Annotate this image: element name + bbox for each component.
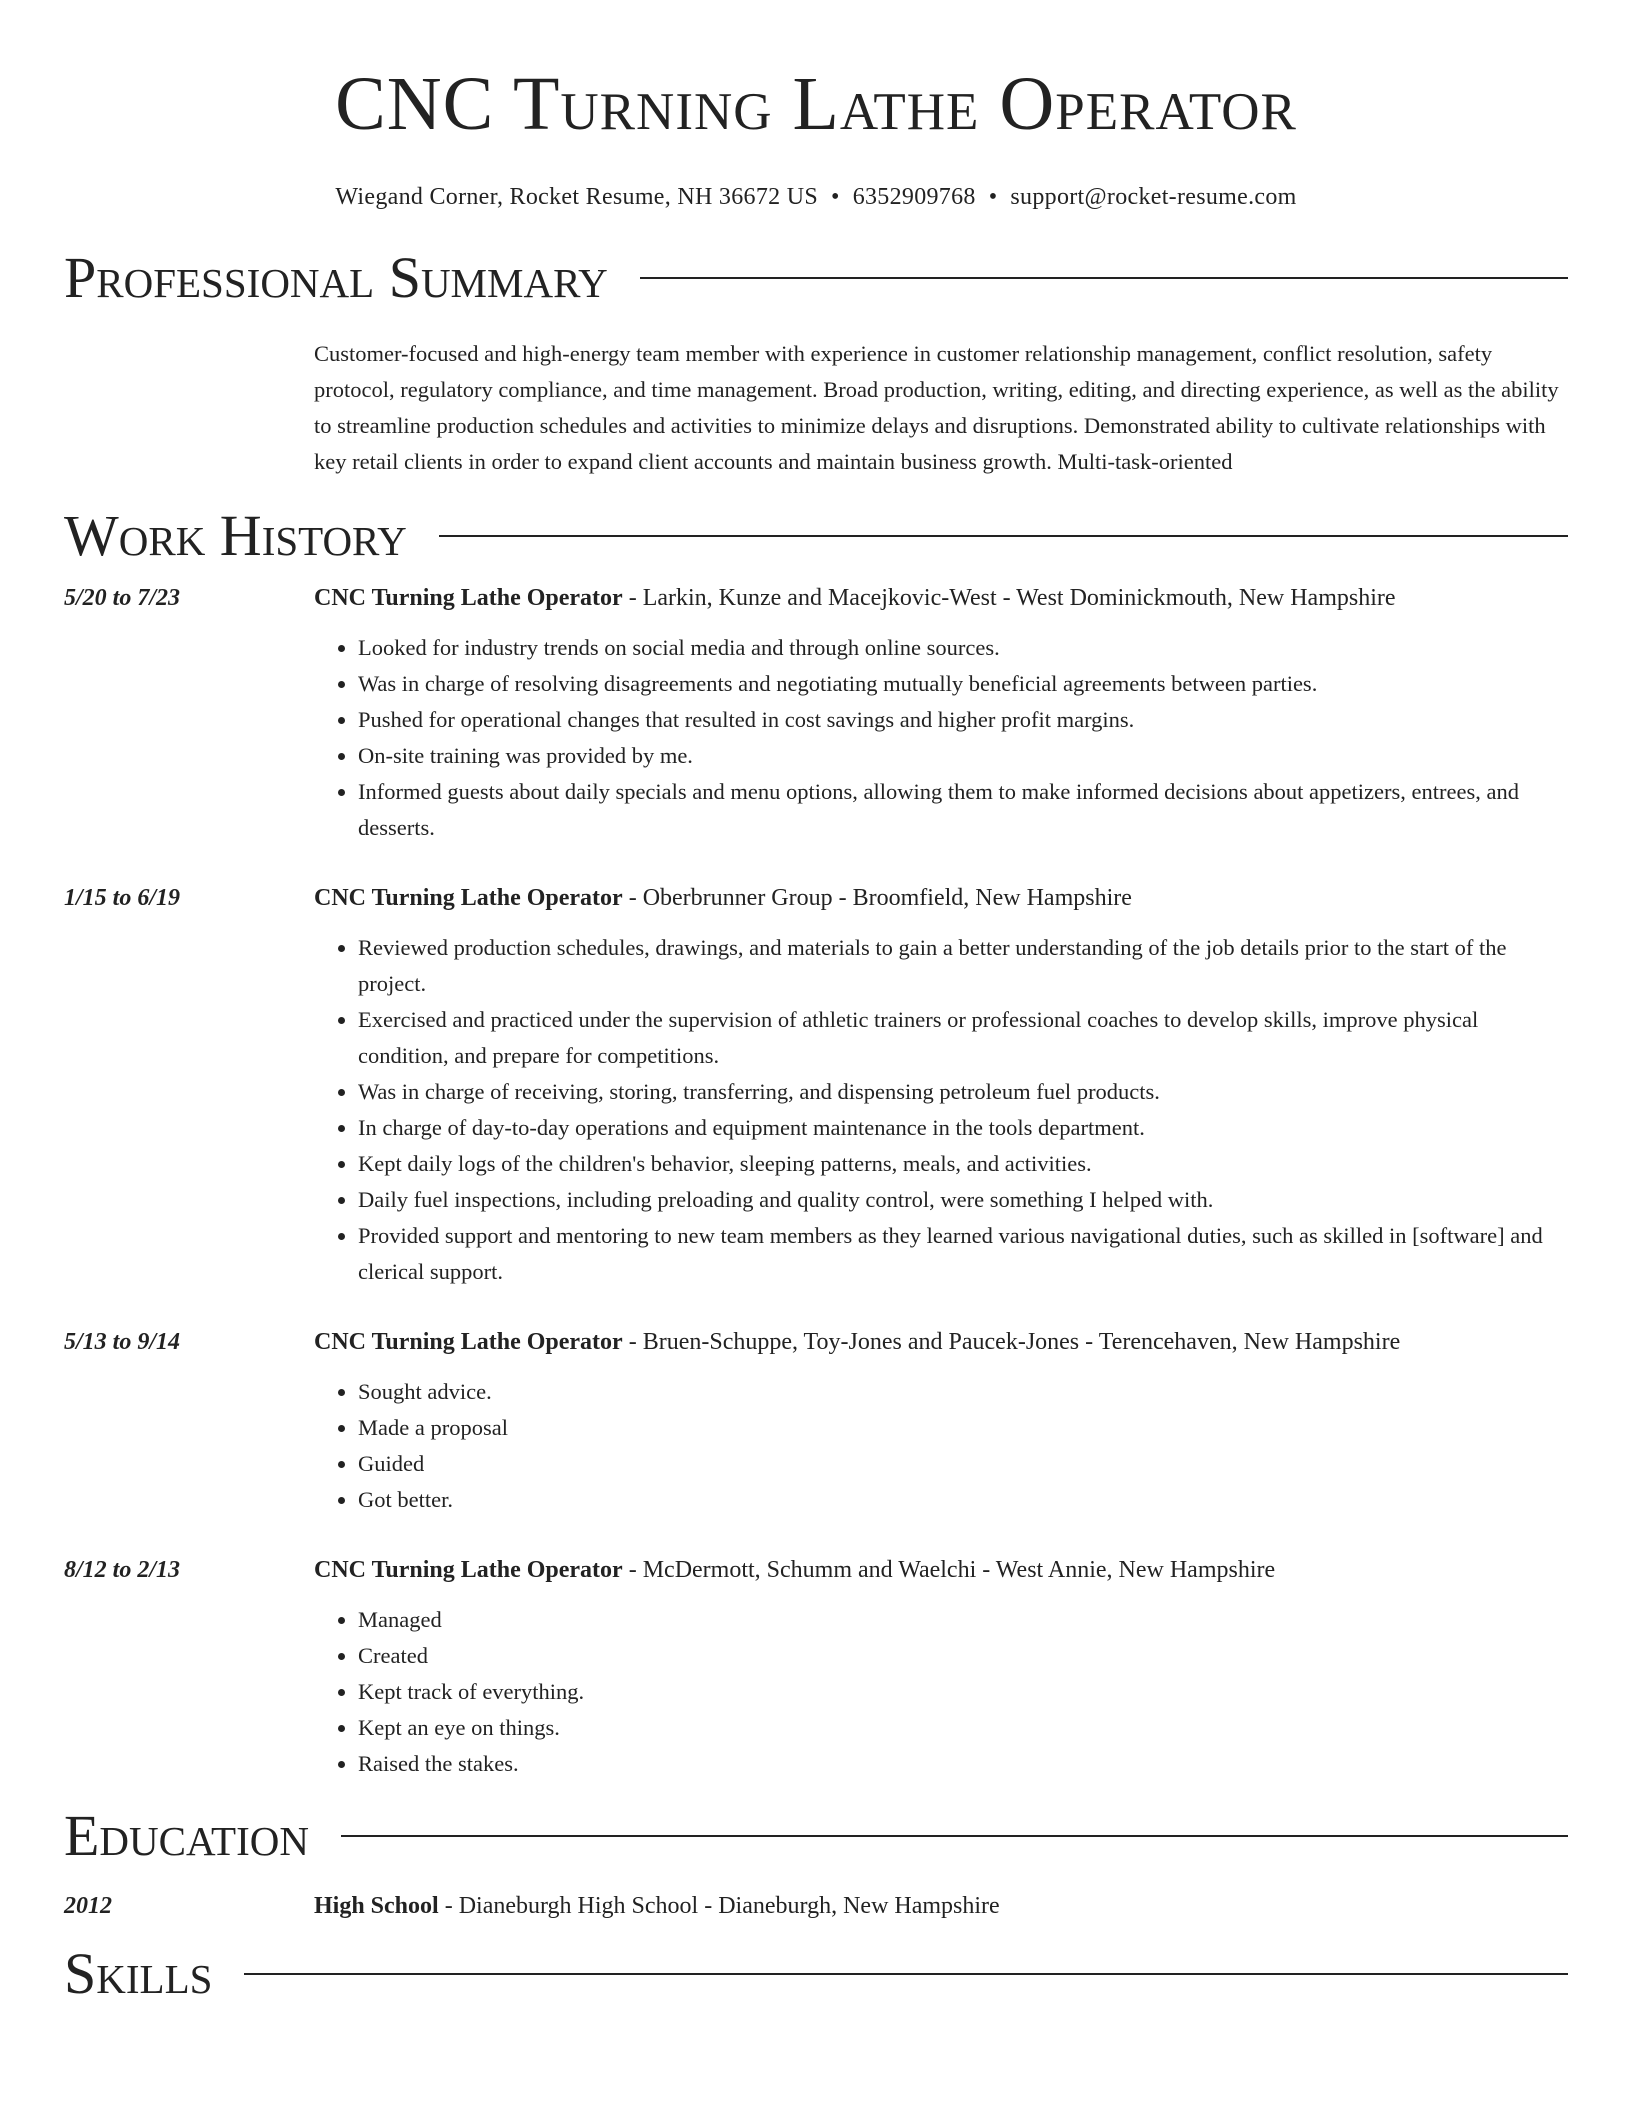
job-bullet: • Created (358, 1638, 1568, 1674)
section-divider (439, 535, 1568, 537)
contact-address: Wiegand Corner, Rocket Resume, NH 36672 US (335, 184, 818, 210)
job-entry (64, 880, 1568, 1290)
job-employer-location: - Larkin, Kunze and Macejkovic-West - West Dominickmouth, New Hampshire (622, 585, 1396, 611)
job-bullet: • Made a proposal (358, 1410, 1568, 1446)
job-bullet: • On-site training was provided by me. (358, 738, 1568, 774)
education-school-location: - Dianeburgh High School - Dianeburgh, New Hampshire (438, 1893, 1000, 1919)
section-divider (640, 277, 1568, 279)
job-heading (314, 880, 1568, 916)
job-bullet: • Sought advice. (358, 1374, 1568, 1410)
job-employer-location: - Bruen-Schuppe, Toy-Jones and Paucek-Jones - Terencehaven, New Hampshire (622, 1329, 1401, 1355)
education-entry (64, 1888, 1568, 1924)
job-bullet: • Managed (358, 1602, 1568, 1638)
job-title: CNC Turning Lathe Operator (314, 1329, 623, 1355)
contact-separator: • (988, 184, 998, 210)
job-entry (64, 580, 1568, 846)
job-title: CNC Turning Lathe Operator (314, 885, 623, 911)
job-employer-location: - McDermott, Schumm and Waelchi - West Annie, New Hampshire (622, 1557, 1276, 1583)
contact-phone: 6352909768 (852, 184, 976, 210)
job-entry (64, 1324, 1568, 1518)
skills-heading: Skills (64, 1941, 213, 2006)
job-employer-location: - Oberbrunner Group - Broomfield, New Hampshire (622, 885, 1132, 911)
job-title: CNC Turning Lathe Operator (314, 1557, 623, 1583)
education-heading: Education (64, 1803, 309, 1868)
contact-separator: • (831, 184, 840, 210)
job-bullet: • Was in charge of receiving, storing, transferring, and dispensing petroleum fuel products. (358, 1074, 1568, 1110)
job-bullet: • Kept an eye on things. (358, 1710, 1568, 1746)
job-bullet: • Looked for industry trends on social media and through online sources. (358, 630, 1568, 666)
section-divider (341, 1835, 1568, 1837)
job-bullet: • Kept track of everything. (358, 1674, 1568, 1710)
job-bullet: • Informed guests about daily specials and menu options, allowing them to make informed decisions about appetizers, entrees, and desserts. (358, 774, 1568, 846)
resume-name: CNC Turning Lathe Operator (335, 62, 1297, 146)
job-dates: 5/20 to 7/23 (64, 585, 181, 611)
job-bullets (314, 630, 1568, 846)
section-divider (244, 1973, 1568, 1975)
skills-section-header (64, 1942, 1568, 2006)
contact-line (64, 182, 1568, 212)
summary-heading: Professional Summary (64, 245, 608, 310)
job-dates: 1/15 to 6/19 (64, 885, 181, 911)
job-entry (64, 1552, 1568, 1782)
job-bullet: • Got better. (358, 1482, 1568, 1518)
job-bullet: • Guided (358, 1446, 1568, 1482)
job-bullet: • Daily fuel inspections, including preloading and quality control, were something I helped with. (358, 1182, 1568, 1218)
education-degree: High School (314, 1893, 439, 1919)
job-body (314, 580, 1568, 846)
job-bullet: • In charge of day-to-day operations and equipment maintenance in the tools department. (358, 1110, 1568, 1146)
job-bullet: • Kept daily logs of the children's behavior, sleeping patterns, meals, and activities. (358, 1146, 1568, 1182)
contact-email: support@rocket-resume.com (1010, 184, 1297, 210)
education-year: 2012 (64, 1893, 112, 1919)
job-bullet: • Pushed for operational changes that resulted in cost savings and higher profit margins. (358, 702, 1568, 738)
job-bullets (314, 1602, 1568, 1782)
job-body (314, 880, 1568, 1290)
education-heading-line (314, 1888, 1568, 1924)
job-dates: 8/12 to 2/13 (64, 1557, 181, 1583)
summary-section-header (64, 246, 1568, 310)
job-bullet: • Was in charge of resolving disagreements and negotiating mutually beneficial agreements between parties. (358, 666, 1568, 702)
job-bullets (314, 1374, 1568, 1518)
job-body (314, 1324, 1568, 1518)
job-heading (314, 1324, 1568, 1360)
education-body (314, 1888, 1568, 1924)
job-bullet: • Raised the stakes. (358, 1746, 1568, 1782)
job-heading (314, 1552, 1568, 1588)
summary-text: Customer-focused and high-energy team member with experience in customer relationship management, conflict resolution, safety protocol, regulatory compliance, and time management. Broad production, writing, editing, and directing experience, as well as the ability to streamline production schedules and activities to minimize delays and disruptions. Demonstrated ability to cultivate relationships with key retail clients in order to expand client accounts and maintain business growth. Multi-task-oriented (314, 341, 1559, 474)
job-bullet: • Provided support and mentoring to new team members as they learned various navigational duties, such as skilled in [software] and clerical support. (358, 1218, 1568, 1290)
work-section-header (64, 504, 1568, 568)
education-section-header (64, 1804, 1568, 1868)
job-bullets (314, 930, 1568, 1290)
job-bullet: • Exercised and practiced under the supervision of athletic trainers or professional coaches to develop skills, improve physical condition, and prepare for competitions. (358, 1002, 1568, 1074)
job-dates: 5/13 to 9/14 (64, 1329, 181, 1355)
work-heading: Work History (64, 503, 407, 568)
job-body (314, 1552, 1568, 1782)
job-heading (314, 580, 1568, 616)
job-bullet: • Reviewed production schedules, drawings, and materials to gain a better understanding of the job details prior to the start of the project. (358, 930, 1568, 1002)
job-title: CNC Turning Lathe Operator (314, 585, 623, 611)
